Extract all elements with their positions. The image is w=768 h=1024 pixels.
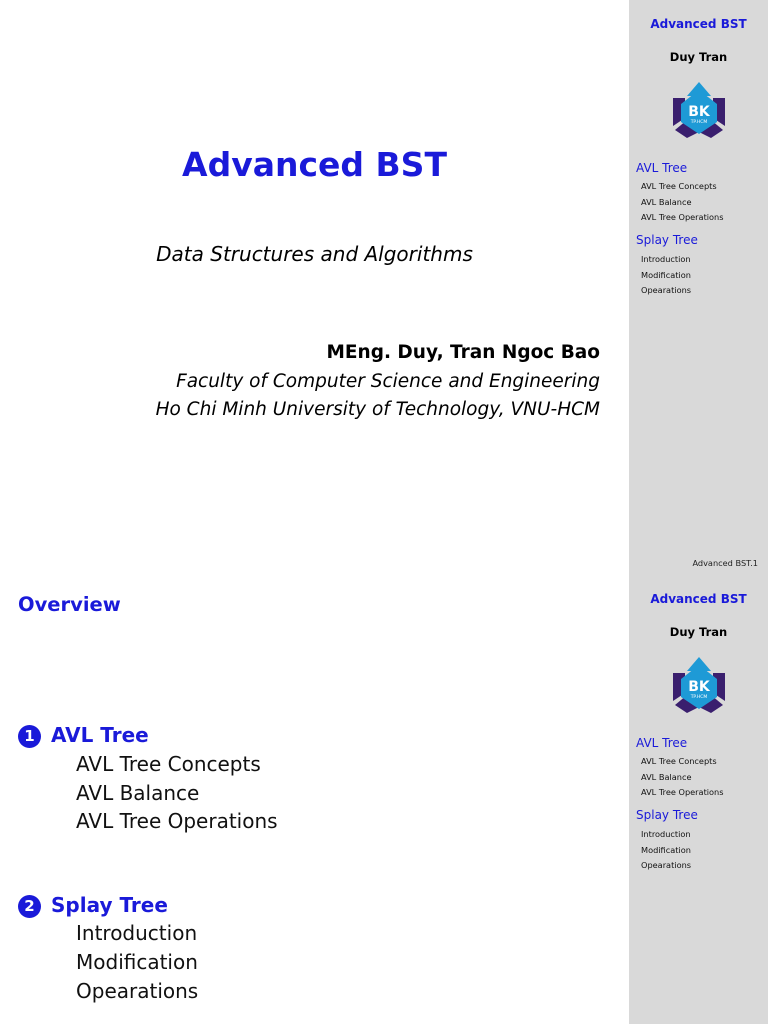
- sidebar-item-splay-modification[interactable]: Modification: [641, 270, 691, 280]
- sidebar-section-avl[interactable]: AVL Tree: [636, 736, 688, 750]
- sidebar-item-avl-balance[interactable]: AVL Balance: [641, 772, 692, 782]
- sidebar-section-splay[interactable]: Splay Tree: [636, 808, 698, 822]
- overview-item-splay-operations[interactable]: Opearations: [76, 979, 199, 1003]
- overview-slide: [0, 575, 768, 1024]
- logo-small-text: TP.HCM: [690, 695, 708, 700]
- overview-item-splay-modification[interactable]: Modification: [76, 950, 198, 974]
- slide-subtitle: Data Structures and Algorithms: [156, 242, 473, 266]
- overview-item-avl-balance[interactable]: AVL Balance: [76, 781, 200, 805]
- frame-number: Advanced BST.1: [692, 558, 758, 568]
- author-name: MEng. Duy, Tran Ngoc Bao: [326, 342, 600, 363]
- slide-title: Advanced BST: [182, 145, 447, 184]
- sidebar-title[interactable]: Advanced BST: [650, 17, 747, 31]
- sidebar-item-splay-introduction[interactable]: Introduction: [641, 829, 691, 839]
- sidebar-item-splay-introduction[interactable]: Introduction: [641, 254, 691, 264]
- sidebar-item-splay-modification[interactable]: Modification: [641, 845, 691, 855]
- logo-main-text: BK: [688, 104, 710, 120]
- sidebar-item-avl-balance[interactable]: AVL Balance: [641, 197, 692, 207]
- institute-faculty: Faculty of Computer Science and Engineering: [176, 371, 600, 392]
- overview-section-splay[interactable]: Splay Tree: [51, 893, 168, 917]
- logo-small-text: TP.HCM: [690, 120, 708, 125]
- sidebar-item-avl-concepts[interactable]: AVL Tree Concepts: [641, 181, 717, 191]
- overview-title: Overview: [18, 593, 121, 616]
- sidebar-section-avl[interactable]: AVL Tree: [636, 161, 688, 175]
- sidebar-item-avl-concepts[interactable]: AVL Tree Concepts: [641, 756, 717, 766]
- sidebar-author: Duy Tran: [669, 50, 728, 64]
- overview-section-avl[interactable]: AVL Tree: [51, 723, 149, 747]
- logo-main-text: BK: [688, 679, 710, 695]
- overview-item-splay-introduction[interactable]: Introduction: [76, 921, 198, 945]
- sidebar-item-splay-operations[interactable]: Opearations: [641, 285, 692, 295]
- section-number-badge: 2: [18, 895, 41, 918]
- sidebar: [629, 0, 768, 575]
- sidebar-item-avl-operations[interactable]: AVL Tree Operations: [641, 787, 724, 797]
- university-logo-icon: [669, 655, 729, 715]
- overview-item-avl-operations[interactable]: AVL Tree Operations: [76, 809, 278, 833]
- sidebar-section-splay[interactable]: Splay Tree: [636, 233, 698, 247]
- university-logo-icon: [669, 80, 729, 140]
- sidebar-author: Duy Tran: [669, 625, 728, 639]
- sidebar-item-avl-operations[interactable]: AVL Tree Operations: [641, 212, 724, 222]
- institute-university: Ho Chi Minh University of Technology, VNU-HCM: [155, 399, 600, 420]
- sidebar-title[interactable]: Advanced BST: [650, 592, 747, 606]
- sidebar-item-splay-operations[interactable]: Opearations: [641, 860, 692, 870]
- section-number-badge: 1: [18, 725, 41, 748]
- overview-item-avl-concepts[interactable]: AVL Tree Concepts: [76, 752, 261, 776]
- sidebar: [629, 575, 768, 1024]
